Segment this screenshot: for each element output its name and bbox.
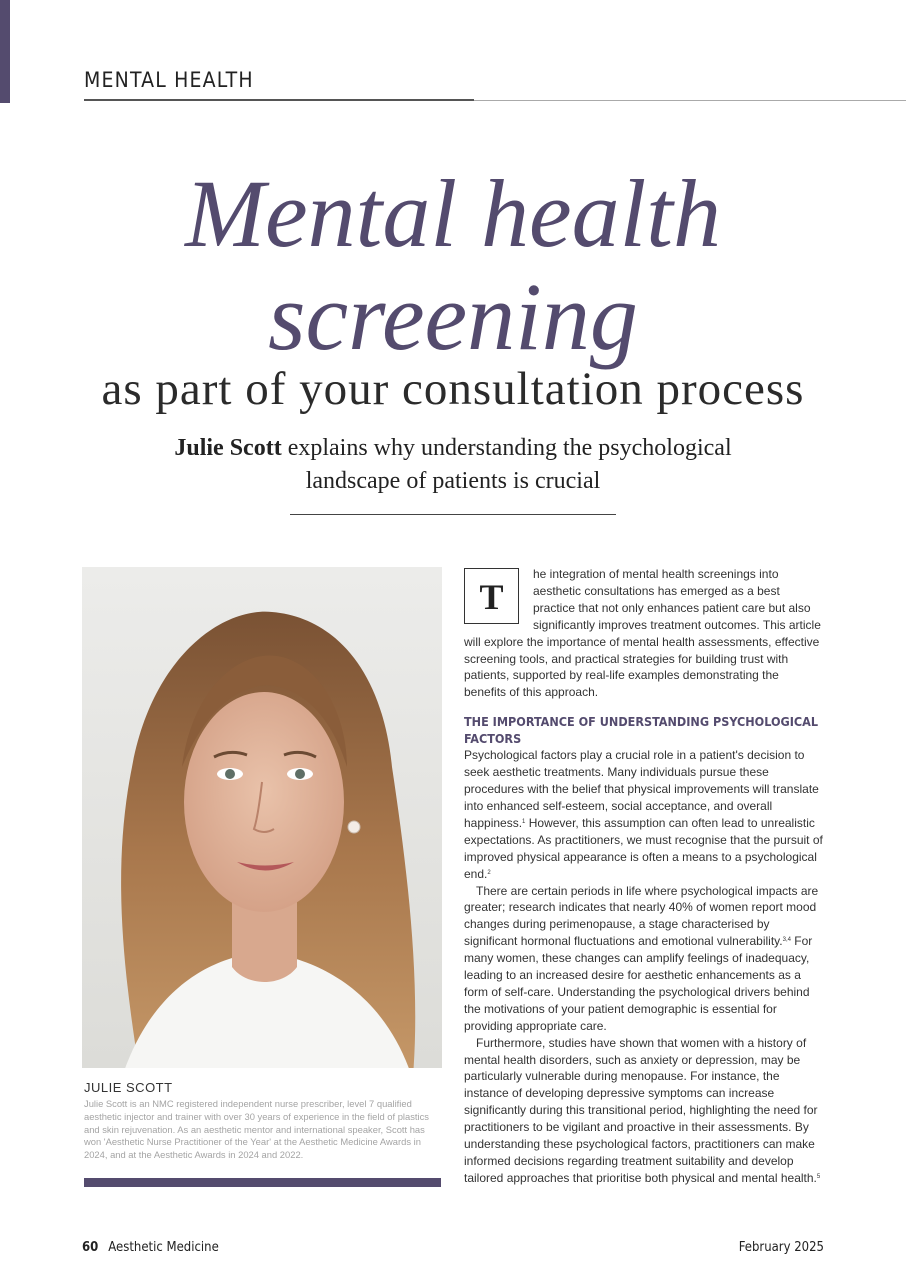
body-paragraph-2: There are certain periods in life where psychological impacts are greater; research indicates that nearly 40% of women report mood changes during perimenopause, a stage characterised by significant hormonal fluctuations and emotional vulnerability.$^{3,4}$ For many women, these changes can amplify feelings of inadequacy, leading to an increased desire for aesthetic enhancements as a form of self-care. Understanding the psychological drivers behind the motivations of your patient demographic is essential for providing appropriate care. bbox=[464, 883, 819, 1033]
page-number: 60 bbox=[82, 1240, 99, 1255]
issue-date: February 2025 bbox=[738, 1240, 824, 1255]
citation-ref: 1 bbox=[522, 818, 526, 825]
intro-paragraph: he integration of mental health screenings into aesthetic consultations has emerged as a best practice that not only enhances patient care but also significantly improves treatment outcomes. This article will explore the importance of mental health assessments, effective screening tools, and practical strategies for building trust with patients, supported by real-life examples demonstrating the benefits of this approach. bbox=[464, 567, 821, 700]
article-body bbox=[464, 566, 824, 1187]
drop-cap: T bbox=[464, 568, 519, 624]
body-paragraph-1: Psychological factors play a crucial role in a patient's decision to seek aesthetic treatments. Many individuals pursue these procedures with the belief that physical improvements will translate into enhanced self-esteem, social acceptance, and overall happiness.$^1$ However, this assumption can often lead to unrealistic expectations. As practitioners, we must recognise that the pursuit of improved physical appearance is often a means to a psychological end.$^2$ bbox=[464, 748, 823, 881]
caption-accent-bar bbox=[84, 1178, 441, 1187]
caption-author-name: JULIE SCOTT bbox=[84, 1080, 173, 1095]
publication-name: Aesthetic Medicine bbox=[108, 1240, 219, 1255]
section-heading: THE IMPORTANCE OF UNDERSTANDING PSYCHOLOGICAL FACTORS bbox=[464, 714, 819, 747]
standfirst-rule bbox=[290, 514, 616, 515]
citation-ref: 3,4 bbox=[782, 937, 791, 944]
article-title bbox=[0, 162, 906, 368]
citation-ref: 5 bbox=[816, 1173, 821, 1180]
caption-author-bio: Julie Scott is an NMC registered independent nurse prescriber, level 7 qualified aesthetic injector and trainer with over 30 years of experience in the field of plastics and skin rejuvenation. As an aesthetic mentor and international speaker, Scott has won 'Aesthetic Nurse Practitioner of the Year' at the Aesthetic Medicine Awards in 2024, and at the Aesthetic Awards in 2024 and 2022. bbox=[84, 1098, 429, 1161]
article-subtitle: as part of your consultation process bbox=[101, 363, 805, 415]
section-rule-accent bbox=[84, 99, 474, 101]
author-portrait bbox=[82, 567, 442, 1068]
standfirst bbox=[150, 432, 756, 498]
footer-folio bbox=[82, 1240, 219, 1255]
standfirst-text: explains why understanding the psychological landscape of patients is crucial bbox=[281, 435, 732, 494]
citation-ref: 2 bbox=[487, 869, 491, 876]
title-line-2: screening bbox=[268, 263, 638, 370]
section-label: MENTAL HEALTH bbox=[84, 68, 254, 92]
edge-accent-bar bbox=[0, 0, 10, 103]
portrait-illustration bbox=[82, 567, 442, 1068]
title-line-1: Mental health bbox=[185, 160, 721, 267]
standfirst-author: Julie Scott bbox=[174, 435, 282, 461]
body-paragraph-3: Furthermore, studies have shown that women with a history of mental health disorders, such as anxiety or depression, may be particularly vulnerable during menopause. For instance, the instance of developing depressive symptoms can increase significantly during this transitional period, highlighting the need for practitioners to be vigilant and proactive in their assessments. By understanding these psychological factors, practitioners can make informed decisions regarding treatment suitability and develop tailored approaches that prioritise both physical and mental health.$^5$ bbox=[464, 1035, 821, 1185]
